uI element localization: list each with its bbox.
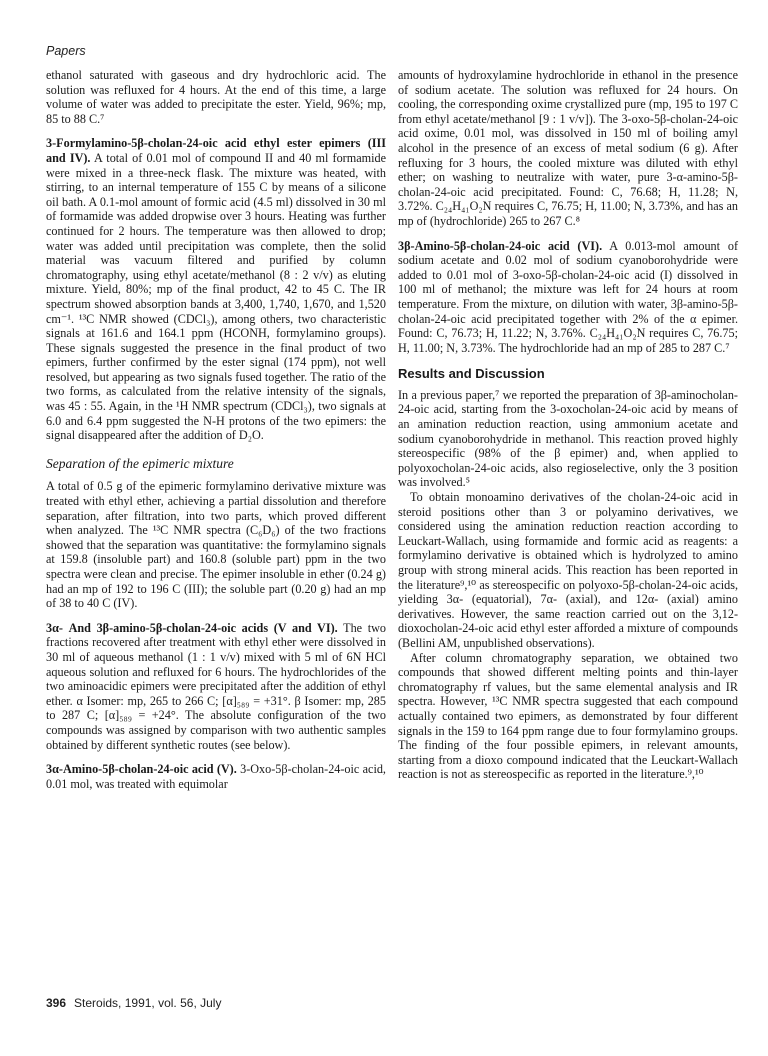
- amino-acids-paragraph: [46, 621, 386, 752]
- formylamino-heading: 3-Formylamino-5β-cholan-24-oic acid ethyl ester epimers (III and IV).: [46, 136, 386, 165]
- section-label: Papers: [46, 44, 86, 58]
- beta-amino-heading: 3β-Amino-5β-cholan-24-oic acid (VI).: [398, 238, 603, 253]
- separation-heading: Separation of the epimeric mixture: [46, 455, 234, 471]
- results-paragraph-2: To obtain monoamino derivatives of the cholan-24-oic acid in steroid positions other than 3 or polyamino derivatives, we considered using the amination reduction reaction according to Leuckart-Wallach, using formamide and formic acid as reagents: a formylamino derivative is obtained which is hydrolyzed to amino group with strong mineral acids. This reaction has been reported in the literature⁹,¹⁰ as stereospecific on polyoxo-5β-cholan-24-oic acids, yielding 3α- (equatorial), 7α- (axial), and 12α- (axial) amino derivatives. However, the same reaction carried out on the 3,12-dioxocholan-24-oic acid ethyl ester afforded a mixture of compounds (Bellini AM, unpublished observations).: [398, 490, 738, 650]
- separation-body: A total of 0.5 g of the epimeric formylamino derivative mixture was treated with ethyl ether, achieving a partial dissolution and therefore separation, after filtration, into two parts, which proved different when analyzed. The ¹³C NMR spectra (C₆D₆) of the two fractions showed that the separation was quantitative: the formylamino signals at 159.8 (insoluble part) and 160.8 (soluble part) ppm in the two spectra were clean and precise. The epimer insoluble in ether (0.24 g) had an mp of 192 to 196 C (III); the soluble part (0.20 g) had an mp of 38 to 40 C (IV).: [46, 479, 386, 611]
- amino-acids-heading: 3α- And 3β-amino-5β-cholan-24-oic acids (V and VI).: [46, 620, 338, 635]
- alpha-amino-heading: 3α-Amino-5β-cholan-24-oic acid (V).: [46, 762, 237, 777]
- continuation-paragraph: amounts of hydroxylamine hydrochloride in ethanol in the presence of sodium acetate. The solution was refluxed for 24 hours. On cooling, the corresponding oxime crystallized pure (mp, 195 to 197 C from ethyl acetate/methanol [9 : 1 v/v]). The 3-oxo-5β-cholan-24-oic acid oxime, 0.01 mol, was dissolved in 150 ml of boiling amyl alcohol in the presence of an excess of metal sodium (6 g). After refluxing for 3 hours, the cooled mixture was diluted with ethyl ether; on washing to neutralize with water, pure 3-α-amino-5β-cholan-24-oic acid precipitated. Found: C, 76.68; H, 11.28; N, 3.72%. C₂₄H₄₁O₂N requires C, 76.75; H, 11.00; N, 3.73%, and has an mp of (hydrochloride) 265 to 267 C.⁸: [398, 68, 738, 228]
- amino-acids-body: The two fractions recovered after treatment with ethyl ether were dissolved in 30 ml of aqueous methanol (1 : 1 v/v) mixed with 5 ml of 6N HCl aqueous solution and refluxed for 6 hours. The hydrochlorides of the two aminoacidic epimers were precipitated after the addition of ethyl ether. α Isomer: mp, 265 to 266 C; [α]₅₈₉ = +31°. β Isomer: mp, 285 to 287 C; [α]₅₈₉ = +24°. The absolute configuration of the two compounds was assigned by comparison with two authentic samples obtained by different synthetic routes (see below).: [46, 620, 387, 752]
- intro-paragraph: ethanol saturated with gaseous and dry hydrochloric acid. The solution was refluxed for 4 hours. At the end of this time, a large volume of water was added to precipitate the ester. Yield, 96%; mp, 85 to 88 C.⁷: [46, 68, 386, 126]
- page-number: 396: [46, 996, 67, 1010]
- alpha-amino-paragraph: [46, 762, 386, 791]
- journal-citation: Steroids, 1991, vol. 56, July: [74, 996, 222, 1010]
- alpha-amino-body: 3-Oxo-5β-cholan-24-oic acid, 0.01 mol, was treated with equimolar: [46, 762, 386, 791]
- results-paragraph-1: In a previous paper,⁷ we reported the preparation of 3β-aminocholan-24-oic acid, starting from the 3-oxocholan-24-oic acid by means of an amination reduction reaction, using ammonium acetate and sodium cyanoborohydride in methanol. This reaction proved highly stereospecific (98% of the β epimer) and, when applied to polyoxocholan-24-oic acids, also regioselective, only the 3 position was involved.⁵: [398, 387, 738, 490]
- beta-amino-paragraph: [398, 239, 738, 356]
- page-footer: [46, 996, 221, 1011]
- results-heading: Results and Discussion: [398, 366, 545, 382]
- right-column: [398, 68, 738, 782]
- beta-amino-body: A 0.013-mol amount of sodium acetate and 0.02 mol of sodium cyanoborohydride were added to 0.01 mol of 3-oxo-5β-cholan-24-oic acid (I) dissolved in 100 ml of methanol; the mixture was left for 24 hours at room temperature. From the mixture, on dilution with water, 3β-amino-5β-cholan-24-oic acid precipitated together with 2% of the α epimer. Found: C, 76.73; H, 11.22; N, 3.76%. C₂₄H₄₁O₂N requires C, 76.75; H, 11.00; N, 3.73%. The hydrochloride had an mp of 285 to 287 C.⁷: [398, 238, 739, 355]
- formylamino-body: A total of 0.01 mol of compound II and 40 ml formamide were mixed in a three-neck flask. The mixture was heated, with stirring, to an internal temperature of 155 C by means of a silicone oil bath. A 0.1-mol amount of formic acid (4.5 ml) dissolved in 30 ml of formamide was added dropwise over 3 hours. Heating was further continued for 2 hours. The temperature was then allowed to drop; water was added until precipitation was complete, then the solid material was vacuum filtered and purified by column chromatography, using ethyl acetate/methanol (8 : 2 v/v) as eluting mixture. Yield, 80%; mp of the final product, 42 to 45 C. The IR spectrum showed absorption bands at 3,400, 1,740, 1,670, and 1,520 cm⁻¹. ¹³C NMR showed (CDCl₃), among others, two characteristic signals at 161.6 and 164.1 ppm (HCONH, formylamino groups). These signals suggested the presence in the final product of two epimers, further confirmed by the ester signal (174 ppm), not well resolved, but appearing as two signals fused together. The ratio of the two forms, as calculated from the relative intensity of the signals, was 45 : 55. Again, in the ¹H NMR spectrum (CDCl₃), two signals at 6.0 and 6.4 ppm suggested the N-H protons of the two epimers: the signal disappeared after the addition of D₂O.: [46, 150, 387, 443]
- left-column: [46, 68, 386, 801]
- formylamino-paragraph: [46, 136, 386, 442]
- results-paragraph-3: After column chromatography separation, we obtained two compounds that showed different melting points and thin-layer chromatography rf values, but the same elemental analysis and IR spectra. However, ¹³C NMR spectra suggested that each compound actually contained two epimers, as demonstrated by four different signals in the 159 to 164 ppm range due to four formylamino groups. The finding of the four possible epimers, in relevant amounts, starting from a dioxo compound indicated that the Leuckart-Wallach reaction is not as stereospecific as reported in the literature.⁹,¹⁰: [398, 650, 738, 782]
